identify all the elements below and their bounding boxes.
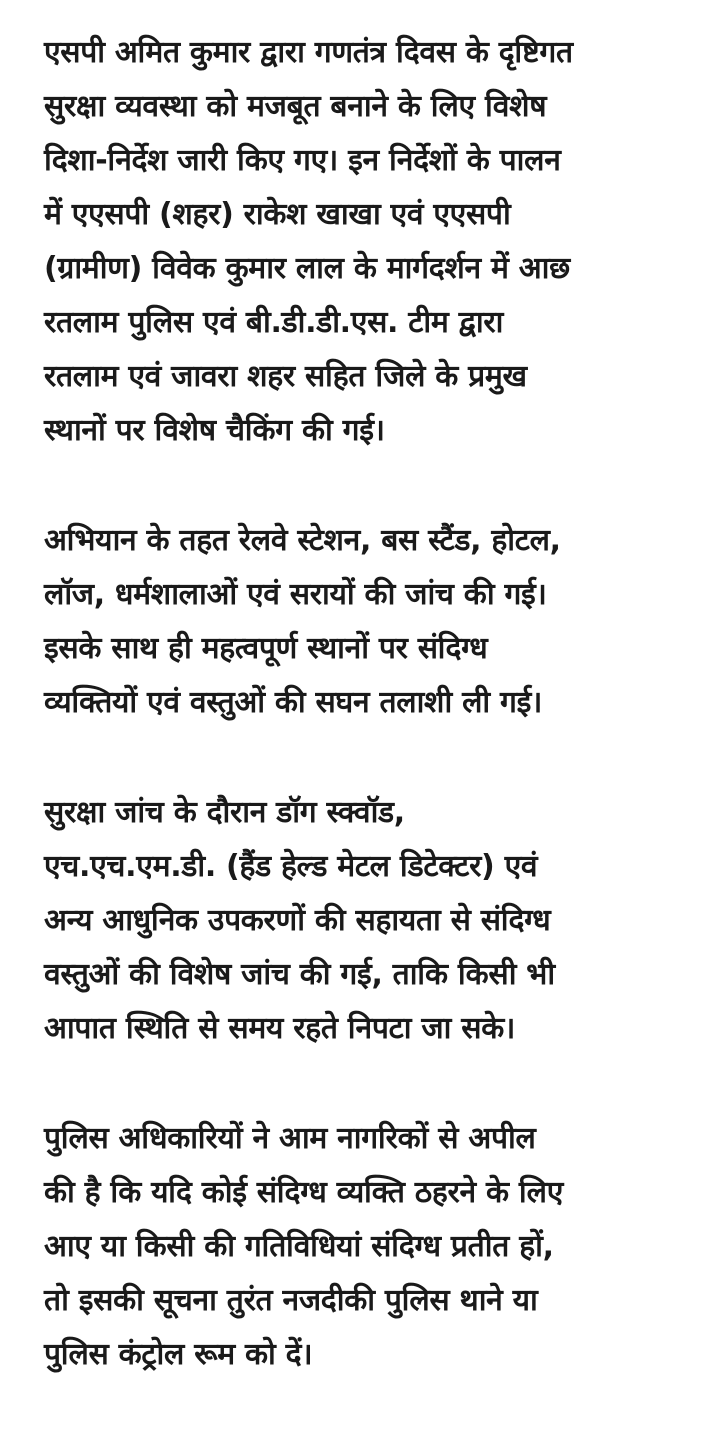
paragraph-line: रतलाम एवं जावरा शहर सहित जिले के प्रमुख: [44, 359, 527, 394]
paragraph-line: इसके साथ ही महत्वपूर्ण स्थानों पर संदिग्ध: [44, 631, 488, 666]
paragraph-line: पुलिस अधिकारियों ने आम नागरिकों से अपील: [44, 1121, 536, 1156]
paragraph-line: में एएसपी (शहर) राकेश खाखा एवं एएसपी: [44, 197, 511, 232]
paragraph-3: [44, 786, 676, 1056]
paragraph-line: व्यक्तियों एवं वस्तुओं की सघन तलाशी ली गई।: [44, 685, 543, 720]
paragraph-line: सुरक्षा जांच के दौरान डॉग स्क्वॉड,: [44, 795, 405, 830]
paragraph-line: रतलाम पुलिस एवं बी.डी.डी.एस. टीम द्वारा: [44, 305, 504, 340]
paragraph-line: (ग्रामीण) विवेक कुमार लाल के मार्गदर्शन में आछ: [44, 251, 570, 286]
paragraph-2: [44, 514, 676, 730]
paragraph-line: दिशा-निर्देश जारी किए गए। इन निर्देशों के पालन: [44, 143, 561, 178]
paragraph-line: एच.एच.एम.डी. (हैंड हेल्ड मेटल डिटेक्टर) एवं: [44, 849, 538, 884]
paragraph-line: अन्य आधुनिक उपकरणों की सहायता से संदिग्ध: [44, 903, 551, 938]
paragraph-line: की है कि यदि कोई संदिग्ध व्यक्ति ठहरने के लिए: [44, 1175, 563, 1210]
paragraph-line: तो इसकी सूचना तुरंत नजदीकी पुलिस थाने या: [44, 1283, 538, 1318]
paragraph-line: आए या किसी की गतिविधियां संदिग्ध प्रतीत हों,: [44, 1229, 554, 1264]
paragraph-1: [44, 26, 676, 458]
paragraph-line: लॉज, धर्मशालाओं एवं सरायों की जांच की गई।: [44, 577, 547, 612]
paragraph-line: अभियान के तहत रेलवे स्टेशन, बस स्टैंड, होटल,: [44, 523, 561, 558]
paragraph-line: सुरक्षा व्यवस्था को मजबूत बनाने के लिए विशेष: [44, 89, 547, 124]
paragraph-line: वस्तुओं की विशेष जांच की गई, ताकि किसी भी: [44, 957, 555, 992]
paragraph-4: [44, 1112, 676, 1382]
paragraph-line: स्थानों पर विशेष चैकिंग की गई।: [44, 413, 385, 448]
paragraph-line: पुलिस कंट्रोल रूम को दें।: [44, 1337, 313, 1372]
paragraph-line: आपात स्थिति से समय रहते निपटा जा सके।: [44, 1011, 516, 1046]
paragraph-line: एसपी अमित कुमार द्वारा गणतंत्र दिवस के दृष्टिगत: [44, 35, 573, 70]
